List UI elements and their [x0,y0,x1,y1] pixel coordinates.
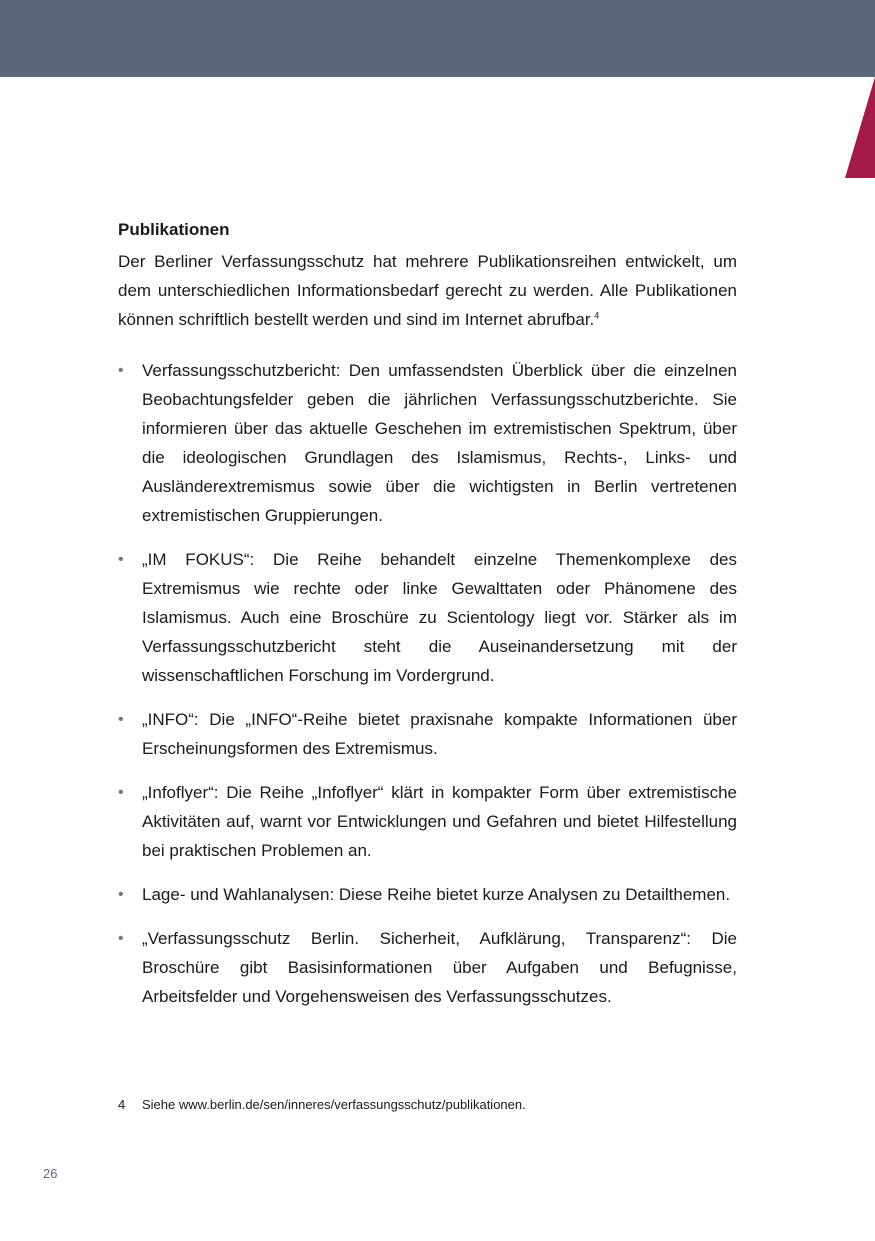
list-item [118,778,737,865]
footnote-reference: 4 [594,310,600,321]
footnote-text: Siehe www.berlin.de/sen/inneres/verfassungsschutz/publikationen. [142,1097,526,1112]
list-item-text: „IM FOKUS“: Die Reihe behandelt einzelne Themenkomplexe des Extremismus wie rechte oder linke Gewalttaten oder Phänomene des Islamismus. Auch eine Broschüre zu Scientology liegt vor. Stärker als im Verfassungsschutzbericht steht die Auseinandersetzung mit der wissenschaftlichen Forschung im Vordergrund. [142,550,737,685]
header-band [0,0,875,77]
bullet-icon: • [118,711,124,728]
list-item-text: Verfassungsschutzbericht: Den umfassendsten Überblick über die einzelnen Beobachtungsfelder geben die jährlichen Verfassungsschutzberichte. Sie informieren über das aktuelle Geschehen im extremistischen Spektrum, über die ideologischen Grundlagen des Islamismus, Rechts-, Links- und Ausländerextremismus sowie über die wichtigsten in Berlin vertretenen extremistischen Gruppierungen. [142,361,737,525]
list-item-text: „Infoflyer“: Die Reihe „Infoflyer“ klärt in kompakter Form über extremistische Aktivitäten auf, warnt vor Entwicklungen und Gefahren und bietet Hilfestellung bei praktischen Problemen an. [142,783,737,860]
intro-paragraph [118,247,737,334]
bullet-icon: • [118,930,124,947]
list-item [118,545,737,690]
list-item [118,924,737,1011]
bullet-icon: • [118,886,124,903]
list-item [118,880,737,909]
intro-text: Der Berliner Verfassungsschutz hat mehrere Publikationsreihen entwickelt, um dem unterschiedlichen Informationsbedarf gerecht zu werden. Alle Publikationen können schriftlich bestellt werden und sind im Internet abrufbar. [118,252,737,329]
bullet-icon: • [118,551,124,568]
list-item [118,705,737,763]
bullet-icon: • [118,784,124,801]
list-item-text: Lage- und Wahlanalysen: Diese Reihe bietet kurze Analysen zu Detailthemen. [142,885,731,904]
publication-list [118,356,737,1011]
bullet-icon: • [118,362,124,379]
list-item-text: „Verfassungsschutz Berlin. Sicherheit, Aufklärung, Transparenz“: Die Broschüre gibt Basisinformationen über Aufgaben und Befugnisse, Arbeitsfelder und Vorgehensweisen des Verfassungsschutzes. [142,929,737,1006]
section-heading: Publikationen [118,220,230,239]
main-content [118,218,737,1026]
page-number: 26 [43,1166,58,1181]
footnote [118,1096,737,1114]
list-item-text: „INFO“: Die „INFO“-Reihe bietet praxisnahe kompakte Informationen über Erscheinungsformen des Extremismus. [142,710,737,758]
accent-corner-tab [845,77,875,178]
list-item [118,356,737,530]
footnote-number: 4 [118,1097,126,1112]
